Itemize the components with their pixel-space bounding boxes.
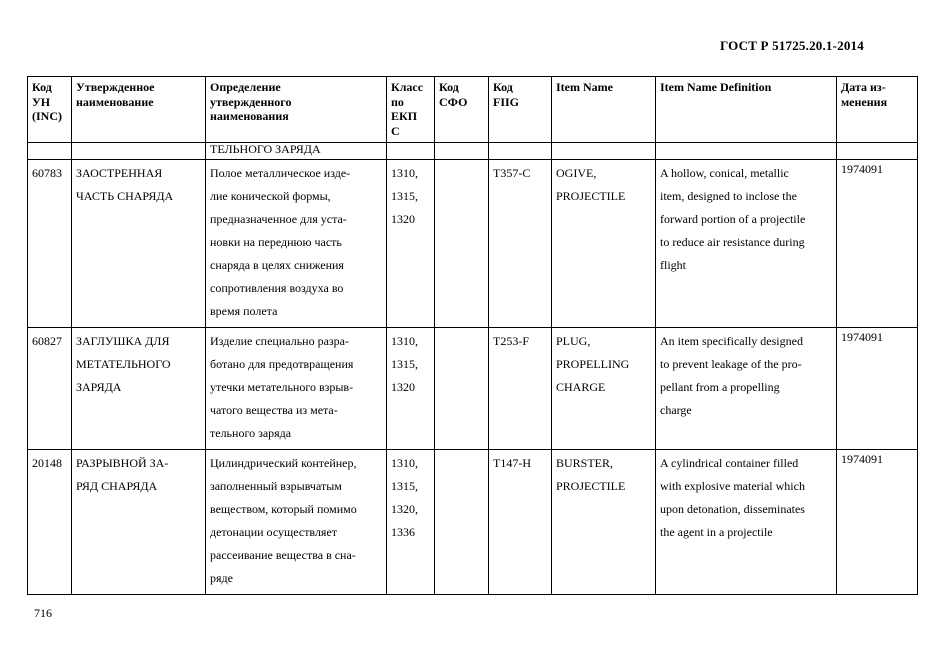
header-name-definition: Определение утвержденного наименования (206, 77, 387, 143)
cell-name: ЗАГЛУШКА ДЛЯ МЕТАТЕЛЬНОГО ЗАРЯДА (72, 328, 206, 450)
cell-class (387, 143, 435, 160)
table-row (28, 450, 918, 595)
cell-fiig (489, 143, 552, 160)
cell-class: 1310, 1315, 1320 (387, 328, 435, 450)
cell-name: ЗАОСТРЕННАЯ ЧАСТЬ СНАРЯДА (72, 160, 206, 328)
cell-sfo (435, 328, 489, 450)
cell-sfo (435, 143, 489, 160)
document-header: ГОСТ Р 51725.20.1-2014 (720, 38, 864, 53)
cell-item-name: PLUG, PROPELLING CHARGE (552, 328, 656, 450)
cell-item-def (656, 143, 837, 160)
cell-item-def: A cylindrical container filled with explosive material which upon detonation, disseminates the agent in a projectile (656, 450, 837, 595)
cell-date: 1974091 (837, 160, 918, 328)
cell-class: 1310, 1315, 1320 (387, 160, 435, 328)
cell-item-def: An item specifically designed to prevent leakage of the pro- pellant from a propelling charge (656, 328, 837, 450)
header-class-ekps: Класс по ЕКП С (387, 77, 435, 143)
cell-item-name: OGIVE, PROJECTILE (552, 160, 656, 328)
header-item-name-definition: Item Name Definition (656, 77, 837, 143)
cell-date: 1974091 (837, 328, 918, 450)
cell-item-def: A hollow, conical, metallic item, designed to inclose the forward portion of a projectile to reduce air resistance during flight (656, 160, 837, 328)
header-approved-name: Утвержденное наименование (72, 77, 206, 143)
cell-fiig: T357-C (489, 160, 552, 328)
cell-class: 1310, 1315, 1320, 1336 (387, 450, 435, 595)
cell-definition: Полое металлическое изде- лие конической формы, предназначенное для уста- новки на переднюю часть снаряда в целях снижения сопротивления воздуха во время полета (206, 160, 387, 328)
cell-code: 60783 (28, 160, 72, 328)
header-code-un: Код УН (INC) (28, 77, 72, 143)
cell-date (837, 143, 918, 160)
cell-code: 60827 (28, 328, 72, 450)
table-row (28, 328, 918, 450)
cell-sfo (435, 450, 489, 595)
continuation-row (28, 143, 918, 160)
cell-item-name (552, 143, 656, 160)
header-code-sfo: Код СФО (435, 77, 489, 143)
cell-name: РАЗРЫВНОЙ ЗА- РЯД СНАРЯДА (72, 450, 206, 595)
cell-name (72, 143, 206, 160)
cell-definition: Цилиндрический контейнер, заполненный взрывчатым веществом, который помимо детонации осуществляет рассеивание вещества в сна- ряде (206, 450, 387, 595)
table-header-row (28, 77, 918, 143)
cell-code (28, 143, 72, 160)
cell-definition: Изделие специально разра- ботано для предотвращения утечки метательного взрыв- чатого вещества из мета- тельного заряда (206, 328, 387, 450)
header-change-date: Дата из- менения (837, 77, 918, 143)
table-row (28, 160, 918, 328)
cell-code: 20148 (28, 450, 72, 595)
header-item-name: Item Name (552, 77, 656, 143)
cell-fiig: T147-H (489, 450, 552, 595)
cell-definition: ТЕЛЬНОГО ЗАРЯДА (206, 143, 387, 160)
cell-fiig: T253-F (489, 328, 552, 450)
cell-sfo (435, 160, 489, 328)
page-number: 716 (34, 606, 52, 620)
header-code-fiig: Код FIIG (489, 77, 552, 143)
nomenclature-table (27, 76, 918, 595)
cell-item-name: BURSTER, PROJECTILE (552, 450, 656, 595)
cell-date: 1974091 (837, 450, 918, 595)
